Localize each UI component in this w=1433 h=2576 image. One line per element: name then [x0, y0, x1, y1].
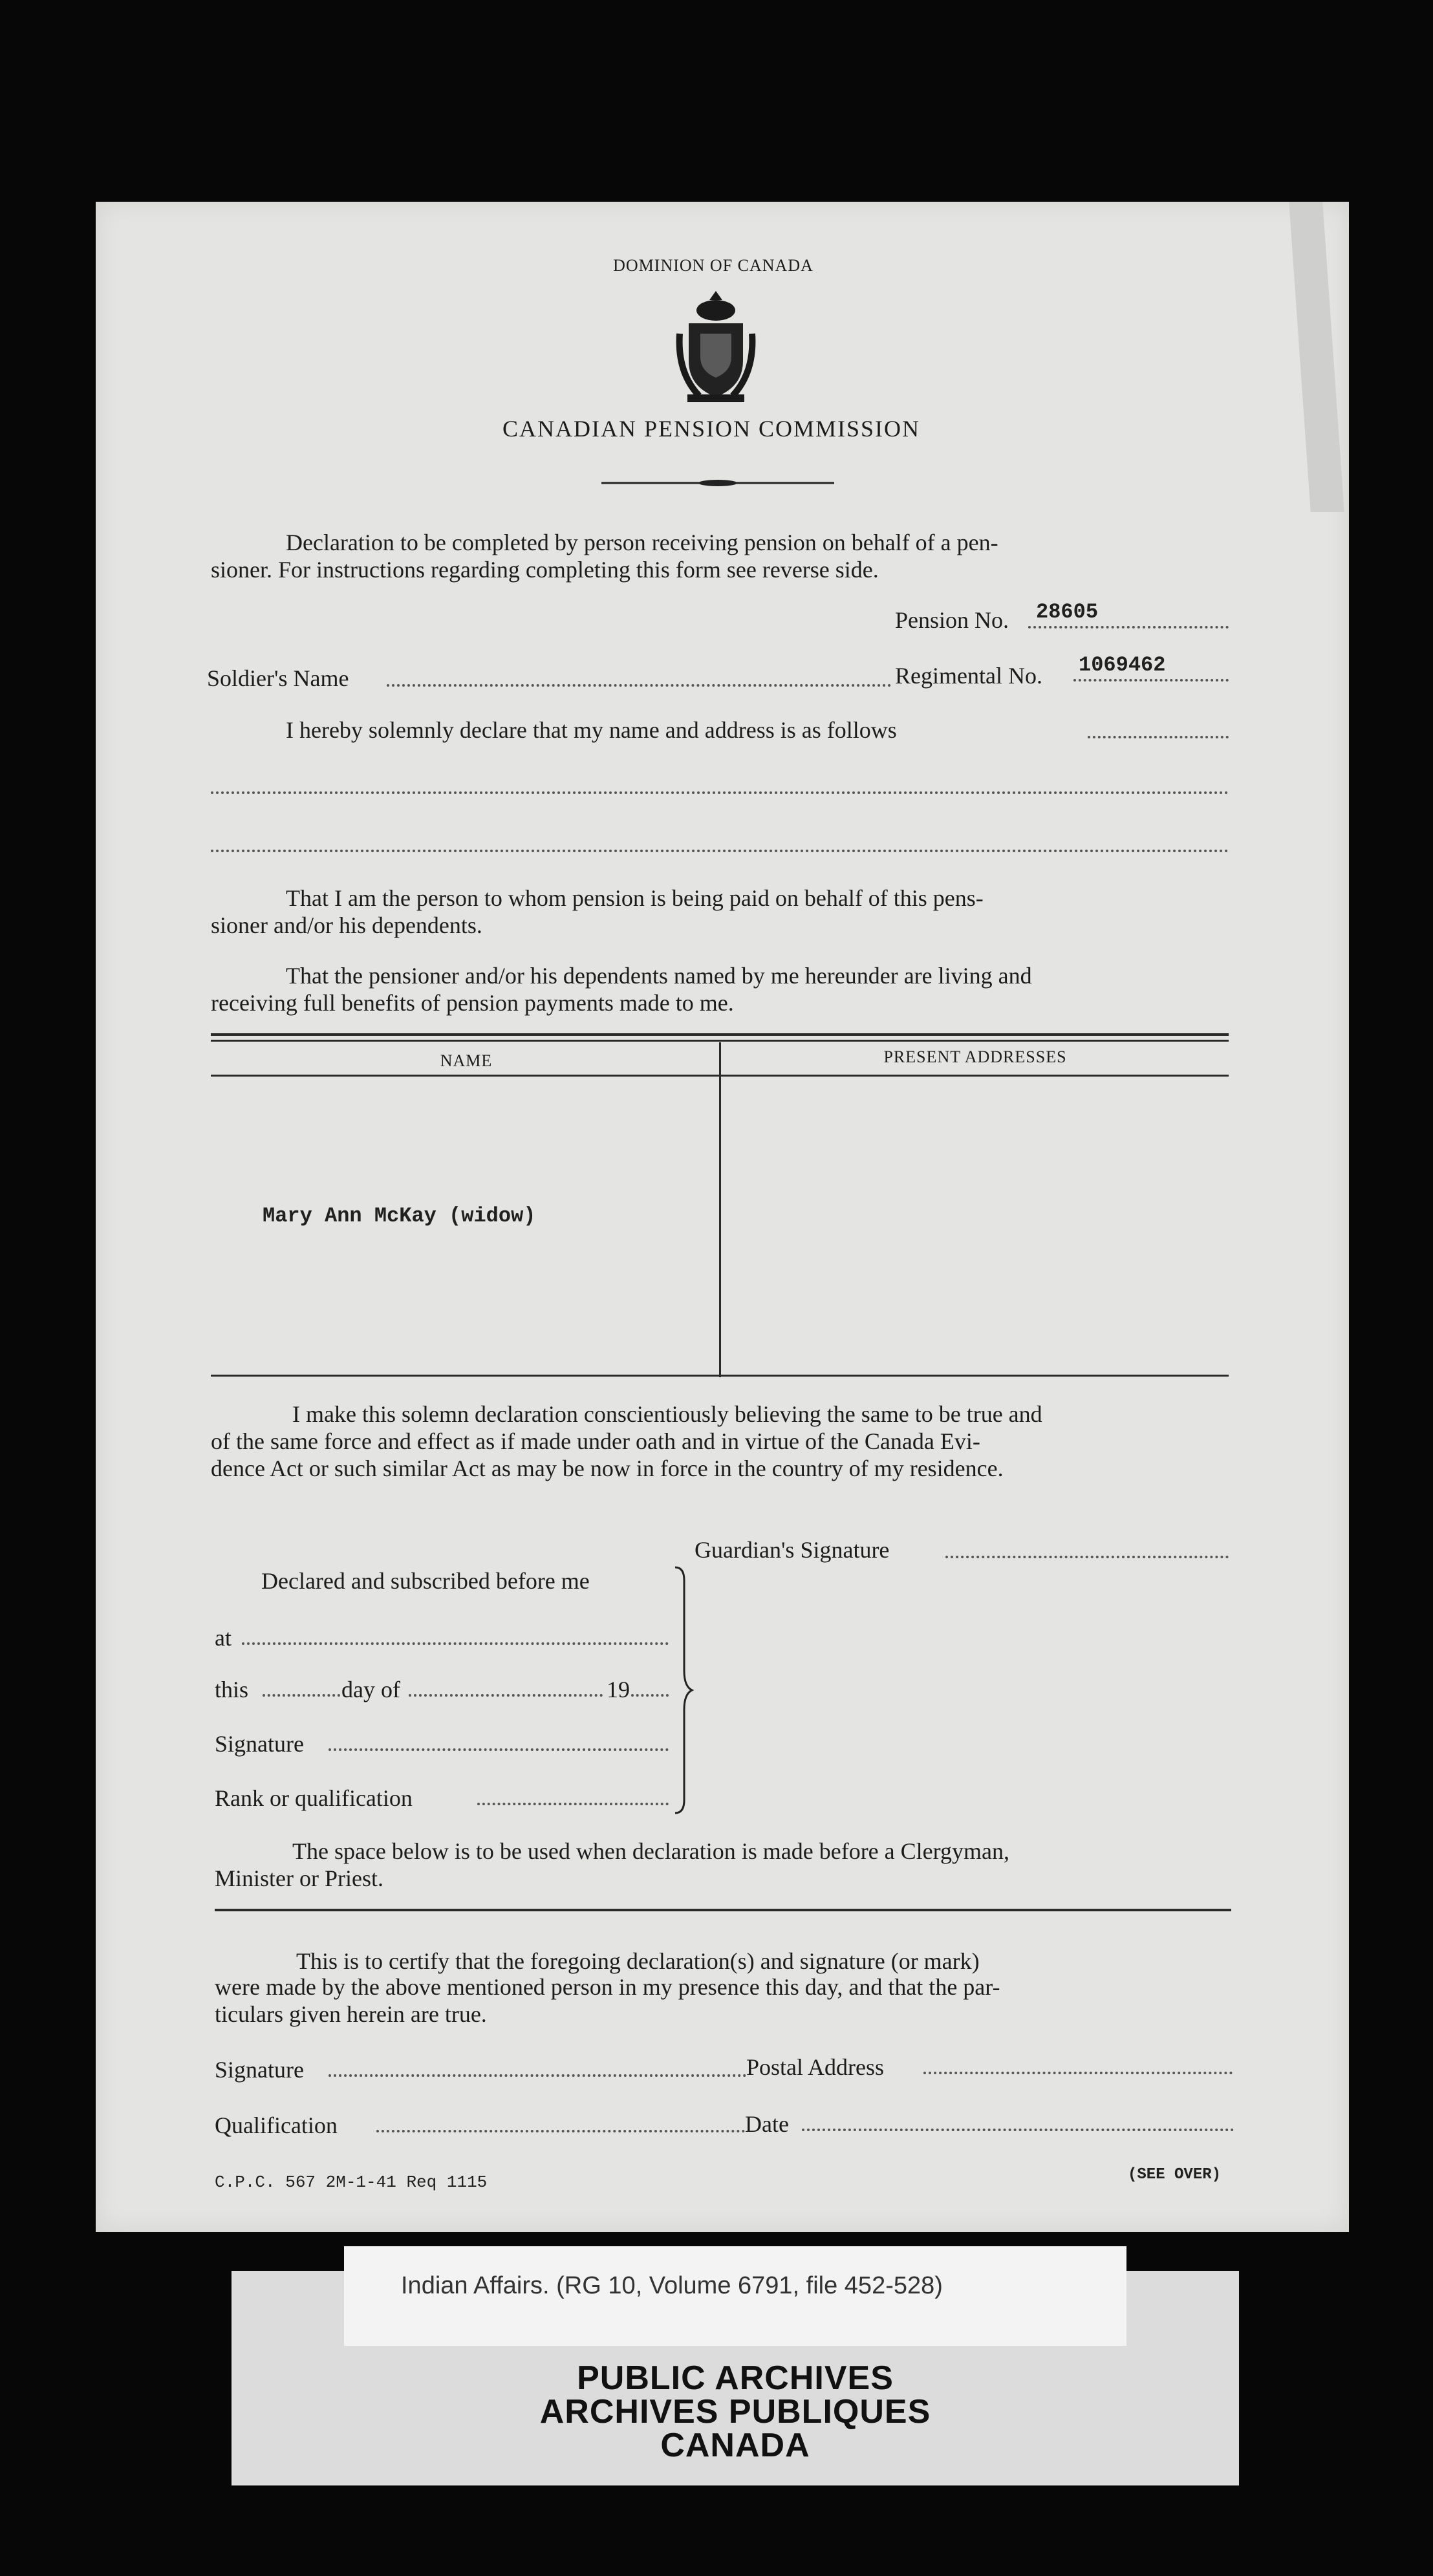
qualification-label: Qualification — [215, 2112, 338, 2138]
statement-2-line-2: receiving full benefits of pension payments made to me. — [211, 990, 734, 1016]
certify-line-3: ticulars given herein are true. — [215, 2001, 487, 2027]
archive-stamp — [232, 2359, 1239, 2482]
day-of-line — [409, 1694, 603, 1697]
intro-line-2: sioner. For instructions regarding completing this form see reverse side. — [211, 557, 879, 583]
solemn-line-2: of the same force and effect as if made under oath and in virtue of the Canada Evi- — [211, 1428, 980, 1454]
rank-line — [477, 1803, 669, 1805]
at-line — [242, 1642, 669, 1645]
ornament-rule — [601, 478, 834, 488]
soldier-name-line — [387, 684, 891, 687]
this-label: this — [215, 1677, 249, 1702]
this-day-line — [263, 1694, 340, 1697]
postal-address-label: Postal Address — [746, 2054, 885, 2080]
address-line-1 — [211, 791, 1229, 794]
postal-address-line — [923, 2072, 1233, 2074]
date-line — [802, 2129, 1234, 2131]
statement-1-line-2: sioner and/or his dependents. — [211, 912, 482, 938]
table-header-address: PRESENT ADDRESSES — [883, 1047, 1067, 1066]
table-top-rule-2 — [211, 1040, 1229, 1042]
regimental-no-value: 1069462 — [1079, 653, 1166, 677]
stamp-archives-publiques: ARCHIVES PUBLIQUES — [539, 2393, 931, 2431]
solemn-line-3: dence Act or such similar Act as may be now in force in the country of my residence. — [211, 1455, 1004, 1481]
clergy-line-1: The space below is to be used when declaration is made before a Clergyman, — [292, 1838, 1009, 1864]
commission-heading: CANADIAN PENSION COMMISSION — [502, 416, 921, 442]
guardian-signature-label: Guardian's Signature — [695, 1537, 890, 1563]
table-bottom-rule — [211, 1375, 1229, 1377]
pension-no-label: Pension No. — [895, 607, 1009, 633]
pension-no-value: 28605 — [1036, 600, 1099, 624]
see-over: (SEE OVER) — [1128, 2166, 1222, 2184]
declared-label: Declared and subscribed before me — [261, 1568, 590, 1594]
clergy-line-2: Minister or Priest. — [215, 1865, 383, 1891]
pension-no-line — [1028, 626, 1229, 628]
guardian-signature-line — [945, 1556, 1229, 1558]
soldier-name-label: Soldier's Name — [207, 665, 349, 691]
stamp-canada: CANADA — [660, 2427, 810, 2464]
archive-reference: Indian Affairs. (RG 10, Volume 6791, file 452-528) — [401, 2272, 943, 2299]
form-code: C.P.C. 567 2M-1-41 Req 1115 — [215, 2173, 488, 2192]
declare-label: I hereby solemnly declare that my name and address is as follows — [286, 717, 897, 743]
table-row-name: Mary Ann McKay (widow) — [263, 1204, 536, 1228]
declare-line — [1088, 736, 1229, 738]
at-label: at — [215, 1625, 232, 1651]
statement-2-line-1: That the pensioner and/or his dependents named by me hereunder are living and — [286, 963, 1032, 989]
regimental-no-line — [1073, 679, 1229, 682]
clergy-rule — [215, 1909, 1231, 1911]
dominion-heading: DOMINION OF CANADA — [613, 256, 813, 275]
statement-1-line-1: That I am the person to whom pension is being paid on behalf of this pens- — [286, 885, 984, 911]
coat-of-arms-icon — [674, 288, 757, 405]
day-of-label: day of — [341, 1677, 400, 1702]
date-label: Date — [745, 2111, 789, 2137]
subscribed-signature-label: Signature — [215, 1731, 304, 1757]
address-line-2 — [211, 850, 1229, 852]
table-column-divider — [719, 1042, 721, 1377]
certify-line-2: were made by the above mentioned person in my presence this day, and that the par- — [215, 1974, 1000, 2000]
certify-signature-label: Signature — [215, 2057, 304, 2083]
intro-line-1: Declaration to be completed by person receiving pension on behalf of a pen- — [286, 530, 998, 555]
certify-signature-line — [329, 2074, 746, 2077]
regimental-no-label: Regimental No. — [895, 663, 1042, 689]
solemn-line-1: I make this solemn declaration conscientiously believing the same to be true and — [292, 1401, 1042, 1427]
table-top-rule-1 — [211, 1033, 1229, 1036]
table-header-name: NAME — [440, 1051, 493, 1070]
qualification-line — [376, 2130, 745, 2132]
year-label: 19 — [607, 1677, 630, 1702]
year-line — [631, 1694, 669, 1697]
rank-label: Rank or qualification — [215, 1785, 413, 1811]
subscribed-signature-line — [329, 1748, 669, 1751]
brace-icon — [673, 1565, 695, 1817]
certify-line-1: This is to certify that the foregoing declaration(s) and signature (or mark) — [296, 1948, 980, 1974]
stamp-public-archives: PUBLIC ARCHIVES — [577, 2359, 894, 2397]
